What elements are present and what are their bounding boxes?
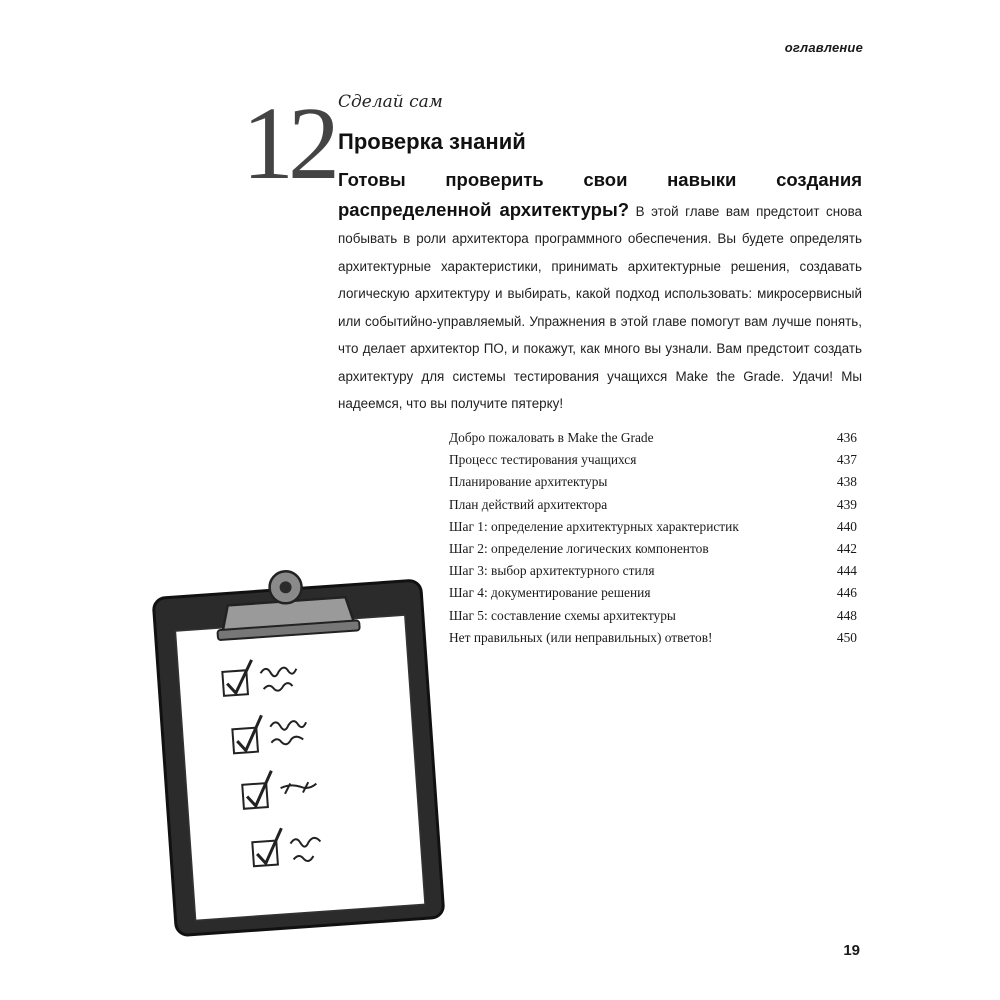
section-label: оглавление [784, 40, 863, 55]
toc-entry[interactable] [449, 560, 857, 582]
toc-entry[interactable] [449, 516, 857, 538]
toc-page: 436 [836, 430, 857, 445]
toc-page: 438 [836, 474, 857, 490]
toc-title: Шаг 4: документирование решения [449, 585, 651, 601]
clipboard-checklist-icon [150, 560, 470, 940]
toc-title: Добро пожаловать в Make the Grade [449, 430, 654, 445]
table-of-contents [449, 427, 857, 649]
chapter-number: 12 [242, 86, 334, 201]
toc-title: Шаг 1: определение архитектурных характеристик [449, 518, 739, 534]
toc-title: Шаг 5: составление схемы архитектуры [449, 607, 676, 623]
toc-entry[interactable] [449, 538, 857, 560]
toc-title: Процесс тестирования учащихся [449, 452, 637, 468]
toc-page: 439 [836, 496, 857, 512]
page-number: 19 [843, 942, 860, 959]
toc-page: 446 [836, 585, 857, 601]
diy-label: Сделай сам [338, 92, 443, 112]
toc-title: Шаг 3: выбор архитектурного стиля [449, 563, 655, 579]
toc-page: 437 [836, 452, 857, 468]
toc-title: План действий архитектора [449, 496, 608, 512]
toc-entry[interactable] [449, 427, 857, 449]
intro-body: В этой главе вам предстоит снова побывать в роли архитектора программного обеспечения. Вы будете определять архитектурные характеристики, принимать архитектурные решения, создавать логическую архитектуру и выбирать, какой подход использовать: микросервисный или событийно-управляемый. Упражнения в этой главе помогут вам лучше понять, что делает архитектор ПО, и покажут, как много вы узнали. Вам предстоит создать архитектуру для системы тестирования учащихся Make the Grade. Удачи! Мы надеемся, что вы получите пятерку! [338, 203, 863, 411]
chapter-title: Проверка знаний [338, 129, 526, 154]
toc-page: 448 [836, 607, 857, 623]
intro-lead: Готовы проверить свои навыки создания распределенной архитектуры? [338, 169, 862, 220]
toc-entry[interactable] [449, 494, 857, 516]
toc-page: 444 [836, 563, 857, 579]
toc-entry[interactable] [449, 582, 857, 604]
toc-page: 442 [836, 540, 857, 556]
toc-entry[interactable] [449, 471, 857, 493]
toc-title: Планирование архитектуры [449, 474, 608, 490]
toc-title: Нет правильных (или неправильных) ответов! [449, 629, 713, 645]
toc-page: 450 [836, 629, 857, 645]
toc-title: Шаг 2: определение логических компонентов [449, 540, 709, 556]
toc-entry[interactable] [449, 627, 857, 649]
toc-page: 440 [836, 518, 857, 534]
toc-entry[interactable] [449, 605, 857, 627]
chapter-intro [338, 166, 862, 418]
toc-entry[interactable] [449, 449, 857, 471]
